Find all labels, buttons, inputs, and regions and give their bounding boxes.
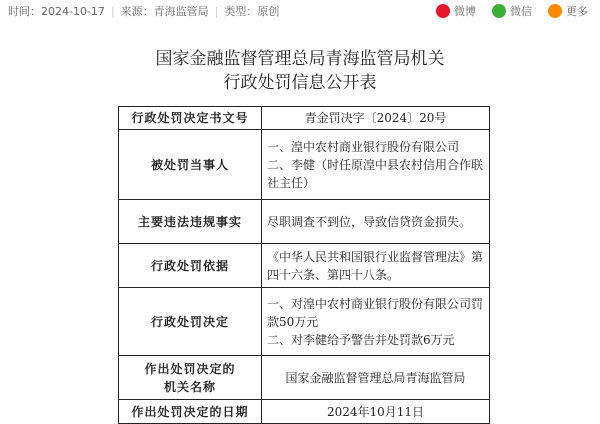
row-value: 尽职调查不到位，导致信贷资金损失。 xyxy=(262,200,490,244)
document-title-line2: 行政处罚信息公开表 xyxy=(223,73,377,93)
row-value: 2024年10月11日 xyxy=(262,400,490,424)
article-meta-bar xyxy=(0,0,600,22)
share-weixin-button[interactable]: 微信 xyxy=(510,5,532,18)
row-value xyxy=(262,130,490,200)
publish-time: 时间：2024-10-17 xyxy=(8,5,105,18)
document-title-line1: 国家金融监督管理总局青海监管局机关 xyxy=(155,49,445,69)
table-row xyxy=(119,107,490,130)
row-label: 主要违法违规事实 xyxy=(119,200,262,244)
share-more-button[interactable]: 更多 xyxy=(566,5,588,18)
table-row xyxy=(119,130,490,200)
more-icon[interactable] xyxy=(548,4,562,18)
row-label: 行政处罚决定 xyxy=(119,288,262,356)
row-value: 国家金融监督管理总局青海监管局 xyxy=(262,356,490,400)
row-label xyxy=(119,356,262,400)
row-value-line: 二、对李健给予警告并处罚款6万元 xyxy=(267,332,455,347)
row-label-line: 作出处罚决定的 xyxy=(144,361,236,376)
source-label: 来源：青海监管局 xyxy=(120,5,209,18)
weixin-icon[interactable] xyxy=(492,4,506,18)
row-label: 作出处罚决定的日期 xyxy=(119,400,262,424)
share-weibo-button[interactable]: 微博 xyxy=(454,5,476,18)
type-label: 类型：原创 xyxy=(224,5,280,18)
row-value: 青金罚决字〔2024〕20号 xyxy=(262,107,490,130)
row-value-line: 一、湟中农村商业银行股份有限公司 xyxy=(267,139,460,154)
table-row xyxy=(119,244,490,288)
document-image xyxy=(0,22,600,420)
meta-separator: | xyxy=(214,4,219,18)
weibo-icon[interactable] xyxy=(436,4,450,18)
share-bar xyxy=(436,3,592,19)
penalty-info-table xyxy=(118,106,490,424)
row-value-line: 一、对湟中农村商业银行股份有限公司罚款50万元 xyxy=(267,296,484,329)
row-value-line: 二、李健（时任原湟中县农村信用合作联社主任） xyxy=(267,157,484,190)
table-row xyxy=(119,200,490,244)
table-row xyxy=(119,288,490,356)
row-value: 《中华人民共和国银行业监督管理法》第四十六条、第四十八条。 xyxy=(262,244,490,288)
meta-separator: | xyxy=(110,4,115,18)
row-label: 行政处罚决定书文号 xyxy=(119,107,262,130)
row-value xyxy=(262,288,490,356)
row-label: 行政处罚依据 xyxy=(119,244,262,288)
row-label-line: 机关名称 xyxy=(163,379,216,394)
row-label: 被处罚当事人 xyxy=(119,130,262,200)
table-row xyxy=(119,356,490,400)
